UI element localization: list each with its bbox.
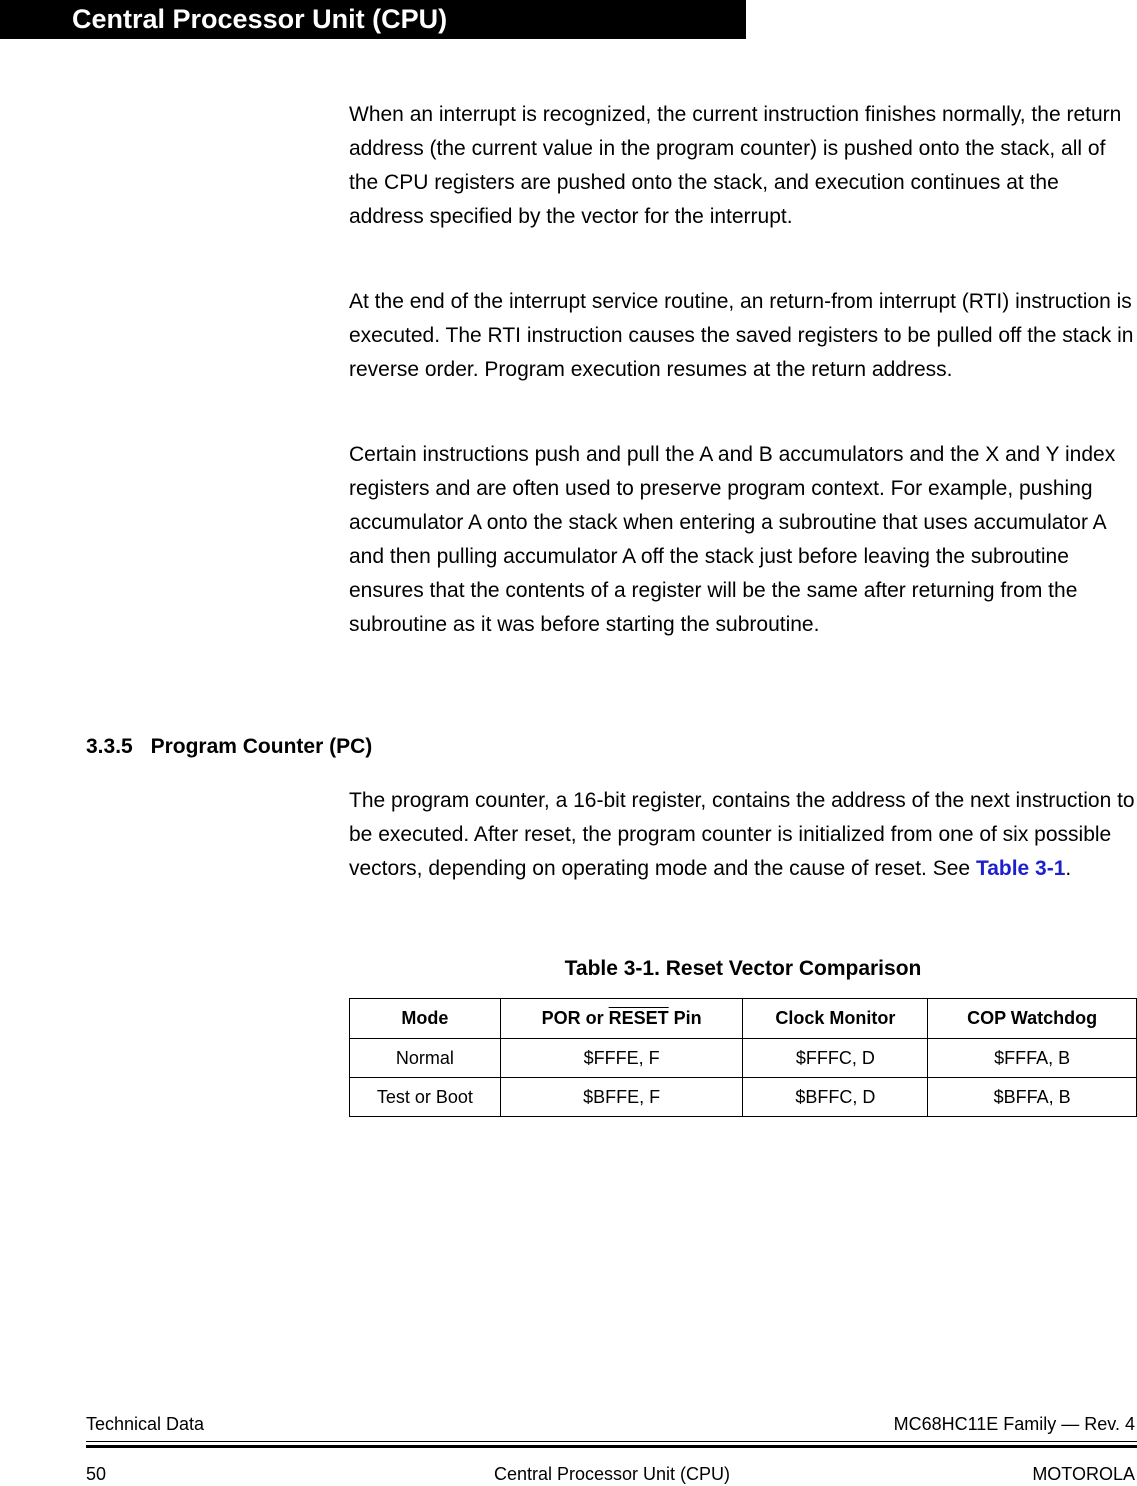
cell-cop-vector: $FFFA, B bbox=[928, 1039, 1137, 1078]
footer-divider-thin bbox=[86, 1441, 1137, 1442]
chapter-header-bar bbox=[0, 0, 746, 39]
footer-doc-revision: MC68HC11E Family — Rev. 4 bbox=[893, 1414, 1135, 1434]
cell-clock-monitor-vector: $BFFC, D bbox=[743, 1078, 928, 1117]
header-por-suffix: Pin bbox=[668, 1008, 702, 1028]
paragraph-push-pull: Certain instructions push and pull the A and B accumulators and the X and Y index registers and are often used to preserve program context. For example, pushing accumulator A onto the stack when entering a subroutine that uses accumulator A and then pulling accumulator A off the stack just before leaving the subroutine ensures that the contents of a register will be the same after returning from the subroutine as it was before starting the subroutine. bbox=[349, 443, 1116, 636]
footer-company: MOTOROLA bbox=[1032, 1464, 1135, 1484]
section-number: 3.3.5 bbox=[86, 735, 133, 758]
cell-por-vector: $FFFE, F bbox=[500, 1039, 743, 1078]
header-reset-overbar: RESET bbox=[608, 1008, 669, 1028]
cell-clock-monitor-vector: $FFFC, D bbox=[743, 1039, 928, 1078]
chapter-title: Central Processor Unit (CPU) bbox=[72, 4, 448, 34]
footer-technical-data: Technical Data bbox=[86, 1414, 205, 1434]
header-clock-monitor: Clock Monitor bbox=[743, 999, 928, 1039]
paragraph-interrupt-recognized: When an interrupt is recognized, the current instruction finishes normally, the return address (the current value in the program counter) is pushed onto the stack, all of the CPU registers are pushed onto the stack, and execution continues at the address specified by the vector for the interrupt. bbox=[349, 103, 1122, 228]
table-header-row bbox=[350, 999, 1137, 1039]
cell-mode: Normal bbox=[350, 1039, 501, 1078]
cell-cop-vector: $BFFA, B bbox=[928, 1078, 1137, 1117]
footer-chapter-title: Central Processor Unit (CPU) bbox=[493, 1464, 731, 1484]
footer-page-number: 50 bbox=[86, 1464, 107, 1484]
table-row bbox=[350, 1078, 1137, 1117]
pc-body-text: The program counter, a 16-bit register, contains the address of the next instruction to be executed. After reset, the program counter is initialized from one of six possible vectors, depending on operating mode and the cause of reset. See bbox=[349, 789, 1135, 880]
pc-body-end: . bbox=[1065, 857, 1072, 880]
table-row bbox=[350, 1039, 1137, 1078]
header-por-prefix: POR or bbox=[541, 1008, 609, 1028]
cell-por-vector: $BFFE, F bbox=[500, 1078, 743, 1117]
header-mode: Mode bbox=[350, 999, 501, 1039]
table-3-1-link[interactable]: Table 3-1 bbox=[975, 857, 1066, 880]
footer-divider-thick bbox=[86, 1445, 1137, 1448]
header-por-reset-pin bbox=[500, 999, 743, 1039]
table-caption: Table 3-1. Reset Vector Comparison bbox=[564, 957, 922, 980]
section-heading bbox=[86, 733, 372, 761]
paragraph-rti: At the end of the interrupt service routine, an return-from interrupt (RTI) instruction is executed. The RTI instruction causes the saved registers to be pulled off the stack in reverse order. Program execution resumes at the return address. bbox=[349, 290, 1134, 381]
section-title: Program Counter (PC) bbox=[150, 735, 373, 758]
header-cop-watchdog: COP Watchdog bbox=[928, 999, 1137, 1039]
reset-vector-table bbox=[349, 998, 1137, 1117]
cell-mode: Test or Boot bbox=[350, 1078, 501, 1117]
paragraph-program-counter bbox=[349, 784, 1135, 886]
